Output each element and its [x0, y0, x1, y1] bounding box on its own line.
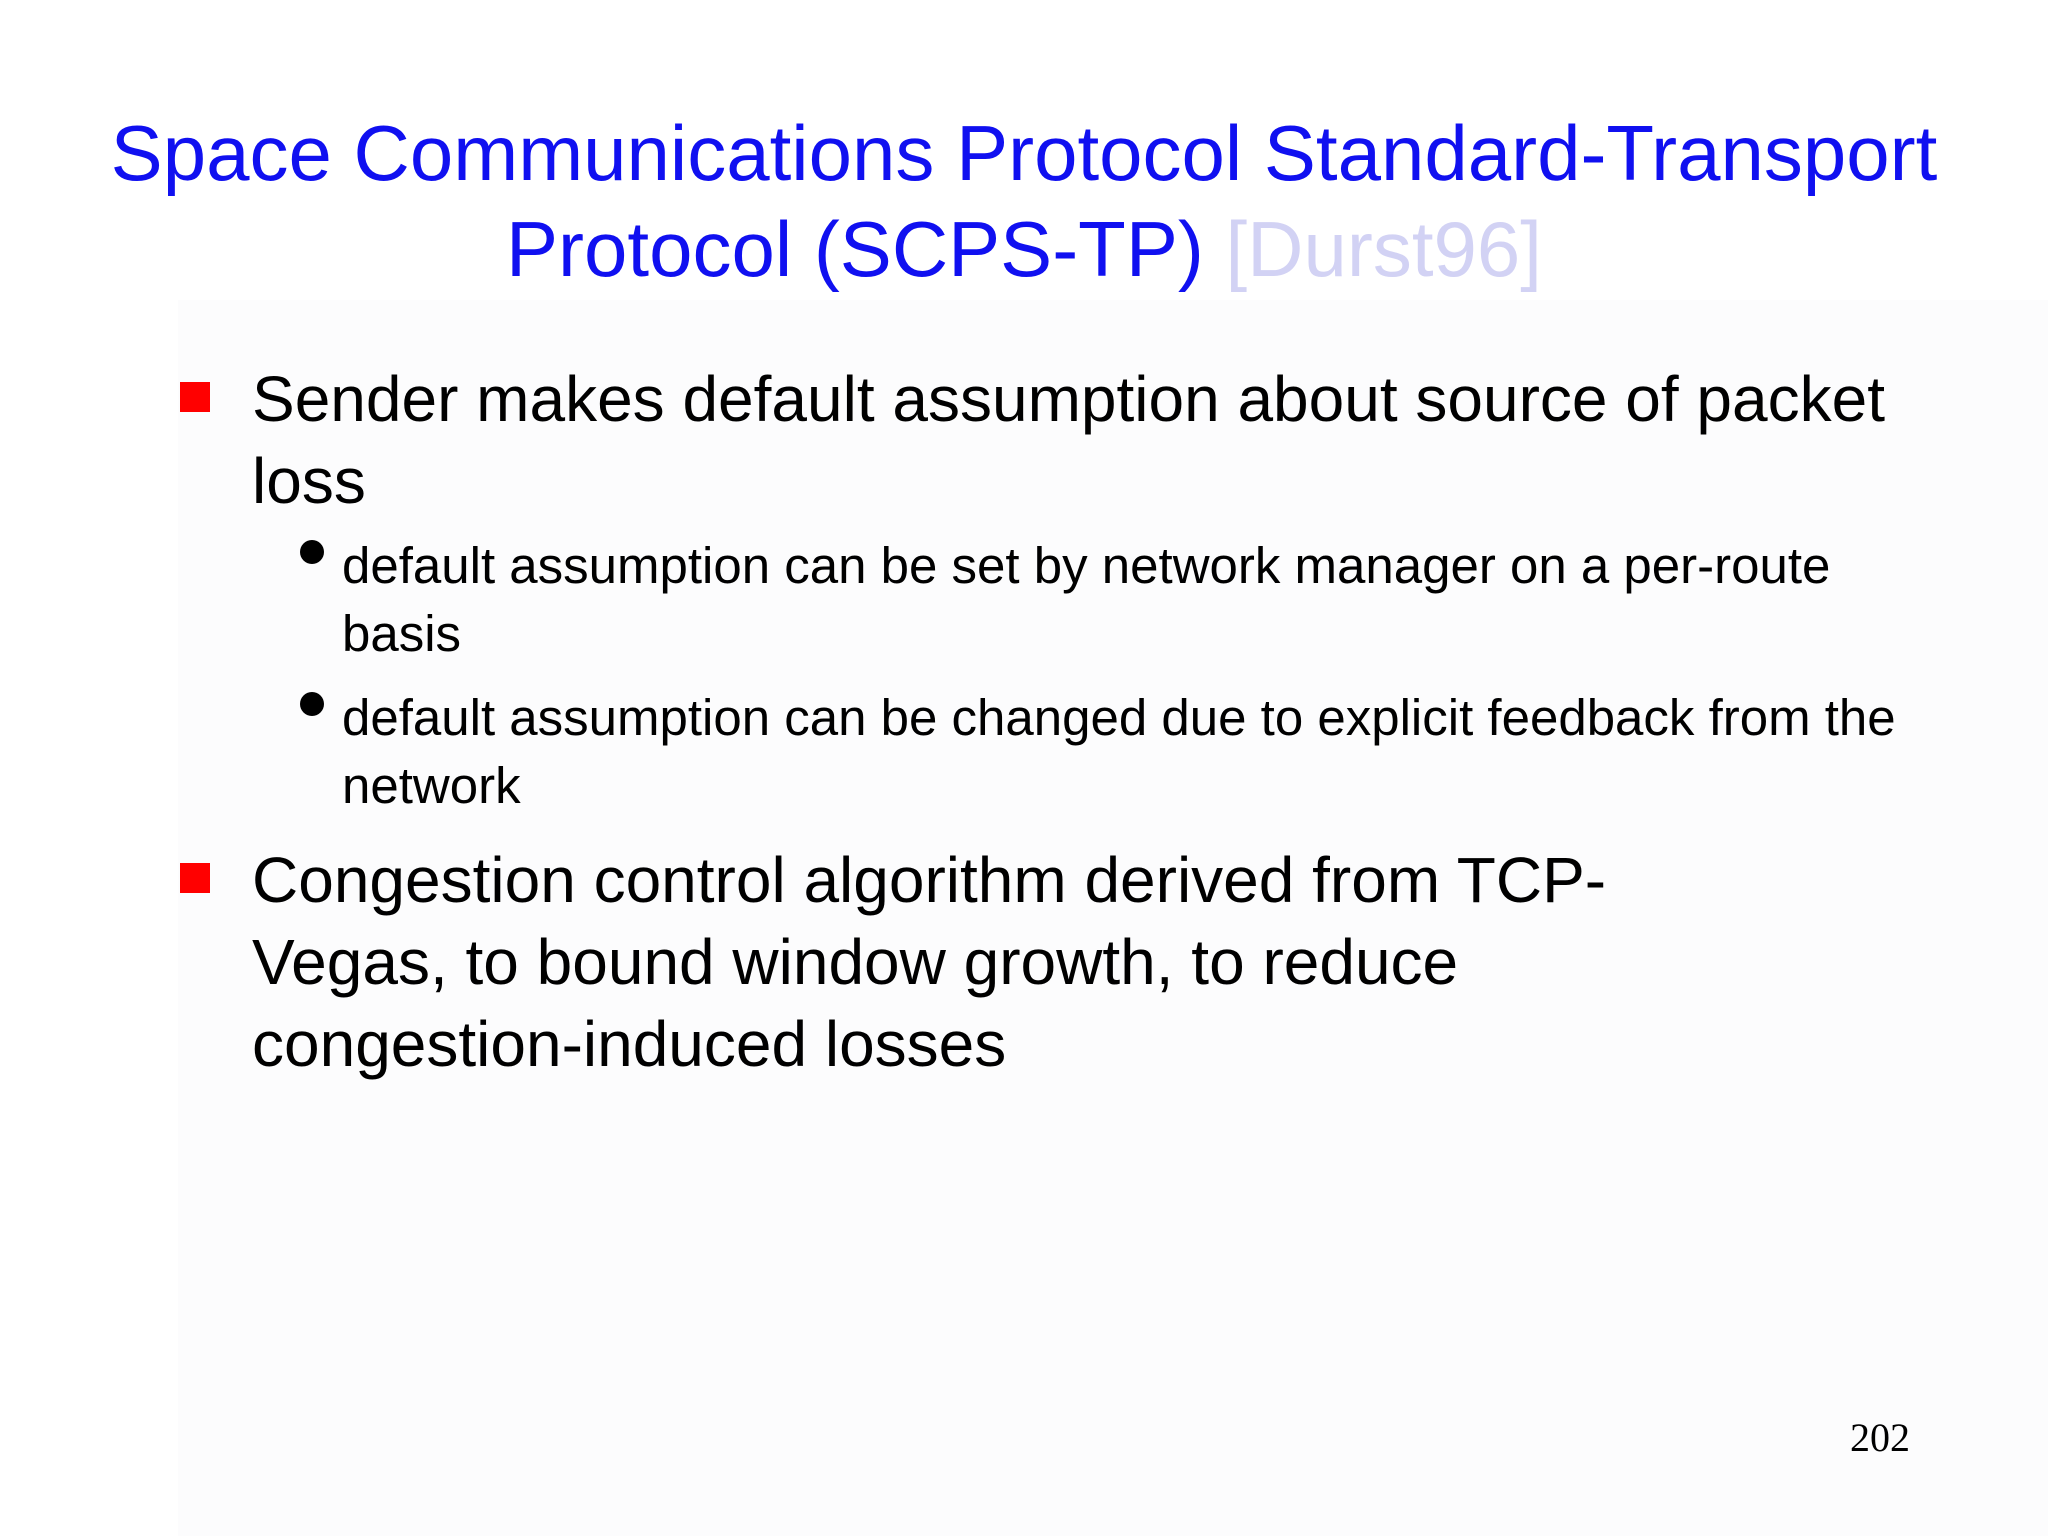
- title-citation: [Durst96]: [1225, 205, 1542, 293]
- bullet-2-text: Congestion control algorithm derived from TCP-Vegas, to bound window growth, to reduce congestion-induced losses: [252, 844, 1607, 1080]
- sub-bullet-1-2-text: default assumption can be changed due to explicit feedback from the network: [342, 689, 1896, 814]
- page-number: 202: [1850, 1415, 1910, 1460]
- title-main: Space Communications Protocol Standard-Transport Protocol (SCPS-TP): [110, 109, 1938, 293]
- black-dot-bullet-icon: [300, 540, 324, 564]
- slide-title: [0, 105, 2048, 297]
- black-dot-bullet-icon: [300, 692, 324, 716]
- red-square-bullet-icon: [180, 863, 210, 893]
- sub-bullet-1-1-text: default assumption can be set by network manager on a per-route basis: [342, 537, 1831, 662]
- red-square-bullet-icon: [180, 382, 210, 412]
- bullet-1-text: Sender makes default assumption about source of packet loss: [252, 363, 1885, 517]
